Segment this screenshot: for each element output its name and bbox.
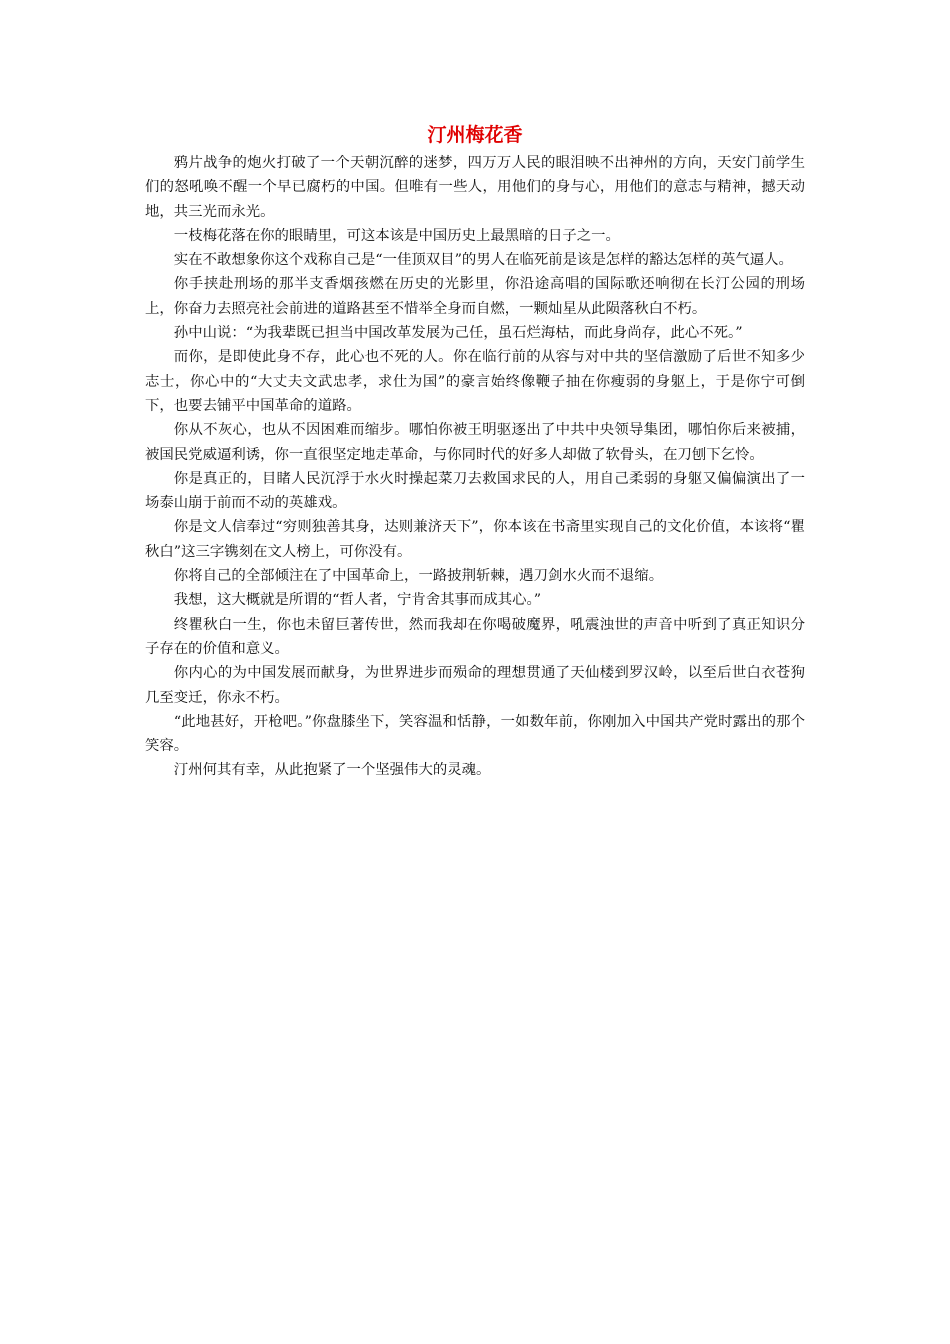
paragraph: 你将自己的全部倾注在了中国革命上，一路披荆斩棘，遇刀剑水火而不退缩。 bbox=[173, 568, 664, 585]
paragraph: 你是真正的，目睹人民沉浮于水火时操起菜刀去救国求民的人，用自己柔弱的身躯又偏偏演出了一场泰山崩于前而不动的英雄戏。 bbox=[145, 470, 805, 512]
paragraph: 你内心的为中国发展而献身，为世界进步而殒命的理想贯通了天仙楼到罗汉岭，以至后世白衣苍狗几至变迁，你永不朽。 bbox=[145, 665, 805, 706]
paragraph: 终瞿秋白一生，你也未留巨著传世，然而我却在你喝破魔界，吼震浊世的声音中听到了真正知识分子存在的价值和意义。 bbox=[145, 616, 805, 657]
paragraph: 我想，这大概就是所谓的“哲人者，宁肯舍其事而成其心。” bbox=[173, 592, 542, 609]
paragraph: 一枝梅花落在你的眼睛里，可这本该是中国历史上最黑暗的日子之一。 bbox=[173, 227, 620, 244]
paragraph: 孙中山说：“为我辈既已担当中国改革发展为己任，虽石烂海枯，而此身尚存，此心不死。” bbox=[173, 325, 743, 342]
paragraph: 你手挟赴刑场的那半支香烟孩燃在历史的光影里，你沿途高唱的国际歌还响彻在长汀公园的刑场上，你奋力去照亮社会前进的道路甚至不惜举全身而自燃，一颗灿星从此陨落秋白不朽。 bbox=[145, 276, 805, 317]
paragraph: 你从不灰心，也从不因困难而缩步。哪怕你被王明驱逐出了中共中央领导集团，哪怕你后来被捕，被国民党威逼利诱，你一直很坚定地走革命，与你同时代的好多人却做了软骨头，在刀刨下乞怜。 bbox=[145, 422, 805, 463]
paragraph: 而你，是即使此身不存，此心也不死的人。你在临行前的从容与对中共的坚信激励了后世不知多少志士，你心中的“大丈夫文武忠孝，求仕为国”的豪言始终像鞭子抽在你瘦弱的身躯上，于是你宁可倒下，也要去铺平中国革命的道路。 bbox=[145, 349, 805, 414]
paragraph: 你是文人信奉过“穷则独善其身，达则兼济天下”，你本该在书斋里实现自己的文化价值，本该将“瞿秋白”这三字镌刻在文人榜上，可你没有。 bbox=[145, 519, 805, 560]
paragraph: 鸦片战争的炮火打破了一个天朝沉醉的迷梦，四万万人民的眼泪映不出神州的方向，天安门前学生们的怒吼唤不醒一个早已腐朽的中国。但唯有一些人，用他们的身与心，用他们的意志与精神，撼天动地，共三光而永光。 bbox=[145, 155, 805, 220]
document-title: 汀州梅花香 bbox=[427, 124, 523, 146]
paragraph: 汀州何其有幸，从此抱紧了一个坚强伟大的灵魂。 bbox=[173, 762, 491, 779]
document-page bbox=[145, 120, 805, 783]
paragraph: “此地甚好，开枪吧。”你盘膝坐下，笑容温和恬静，一如数年前，你刚加入中国共产党时露出的那个笑容。 bbox=[145, 713, 805, 755]
paragraph: 实在不敢想象你这个戏称自己是“一佳顶双目”的男人在临死前是该是怎样的豁达怎样的英气逼人。 bbox=[173, 252, 793, 269]
